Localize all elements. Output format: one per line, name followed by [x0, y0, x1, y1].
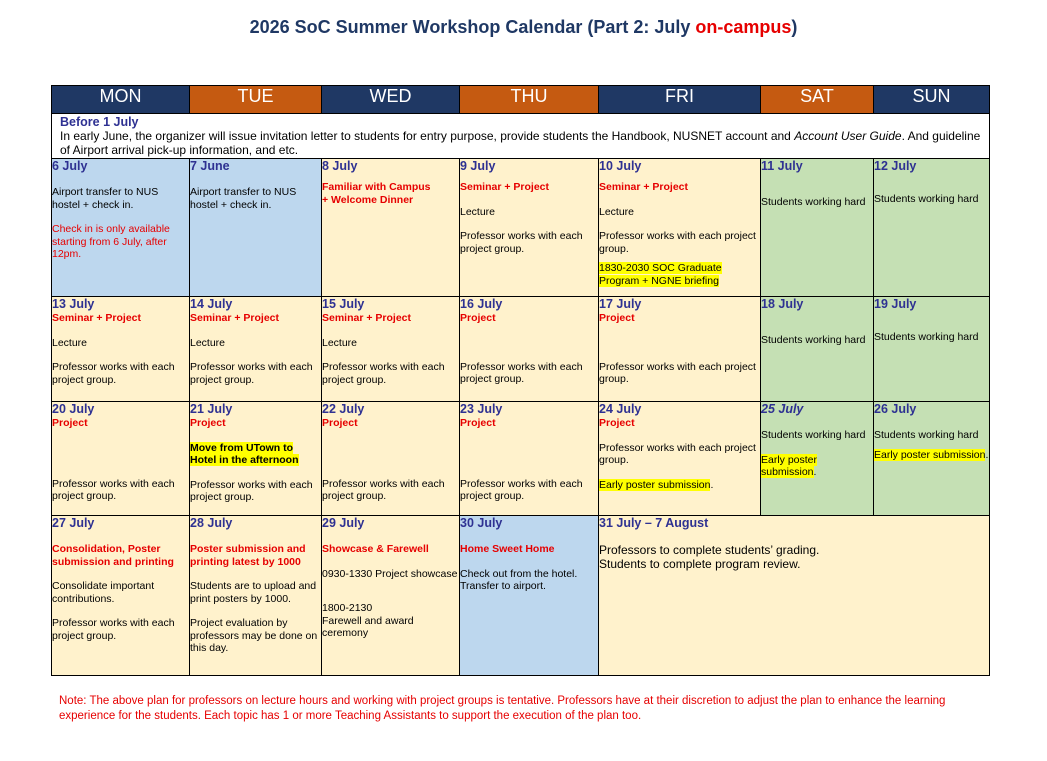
- highlight-text: [761, 454, 873, 479]
- cell-text: Professor works with each project group.: [460, 360, 583, 385]
- highlight-span: Early poster submission: [761, 453, 818, 478]
- event-title: Seminar + Project: [190, 312, 279, 324]
- cell-text: Professor works with each project group.: [599, 230, 756, 255]
- event-title: Project: [599, 312, 635, 324]
- cell-text: Professor works with each project group.: [52, 477, 175, 502]
- cell-7-june: [190, 159, 322, 297]
- cell-text: Professor works with each project group.: [599, 360, 756, 385]
- date-label: 13 July: [52, 297, 95, 311]
- highlight-after: .: [710, 478, 714, 491]
- date-label: 17 July: [599, 297, 642, 311]
- date-label: 10 July: [599, 159, 642, 173]
- highlight-span: Early poster submission: [599, 478, 711, 491]
- cell-29-july: [322, 516, 460, 676]
- highlight-text: [599, 262, 760, 287]
- date-label: 16 July: [460, 297, 503, 311]
- before-text: [60, 129, 981, 157]
- highlight-text: [190, 442, 321, 467]
- cell-text: 0930-1330 Project showcase: [322, 567, 458, 580]
- cell-26-july: [874, 402, 990, 516]
- calendar-table: [51, 85, 990, 676]
- cell-8-july: [322, 159, 460, 297]
- week-row-2: [52, 297, 990, 402]
- cell-10-july: [599, 159, 761, 297]
- highlight-span: Early poster submission: [874, 448, 986, 461]
- cell-text: Students to complete program review.: [599, 557, 801, 571]
- cell-text: Professor works with each project group.: [52, 361, 175, 386]
- event-title: Project: [190, 417, 226, 429]
- event-title: Home Sweet Home: [460, 543, 555, 555]
- cell-6-july: [52, 159, 190, 297]
- cell-text: Professor works with each project group.: [322, 361, 445, 386]
- date-label: 23 July: [460, 402, 503, 416]
- cell-17-july: [599, 297, 761, 402]
- date-label: 31 July – 7 August: [599, 516, 709, 530]
- event-title: Showcase & Farewell: [322, 543, 429, 555]
- date-label: 9 July: [460, 159, 496, 173]
- cell-text: Professor works with each project group.: [52, 617, 175, 642]
- before-text-1: In early June, the organizer will issue invitation letter to students for entry purpose, provide students the Handbook, NUSNET account and: [60, 129, 795, 143]
- week-row-4: [52, 516, 990, 676]
- header-mon: MON: [52, 86, 190, 114]
- date-label: 15 July: [322, 297, 365, 311]
- week-row-3: [52, 402, 990, 516]
- cell-11-july: [761, 159, 874, 297]
- event-title: Poster submission and printing latest by 1000: [190, 543, 306, 568]
- cell-text: Students working hard: [761, 429, 866, 441]
- cell-text: Farewell and award ceremony: [322, 614, 414, 639]
- cell-24-july: [599, 402, 761, 516]
- date-label: 8 July: [322, 159, 358, 173]
- date-label: 25 July: [761, 402, 804, 416]
- event-title: Seminar + Project: [460, 181, 549, 193]
- cell-text: Professor works with each project group.: [599, 441, 756, 466]
- highlight-span: Move from UTown to Hotel in the afternoon: [190, 441, 299, 466]
- highlight-text: [874, 449, 989, 462]
- cell-25-july: [761, 402, 874, 516]
- cell-text: Check out from the hotel. Transfer to airport.: [460, 567, 578, 592]
- cell-14-july: [190, 297, 322, 402]
- date-label: 29 July: [322, 516, 365, 530]
- date-label: 18 July: [761, 297, 804, 311]
- page-title: [0, 17, 1047, 38]
- date-label: 21 July: [190, 402, 233, 416]
- cell-12-july: [874, 159, 990, 297]
- title-main: 2026 SoC Summer Workshop Calendar (Part 2: July: [249, 17, 696, 37]
- cell-note: Check in is only available starting from 6 July, after 12pm.: [52, 223, 170, 260]
- date-label: 26 July: [874, 402, 917, 416]
- cell-18-july: [761, 297, 874, 402]
- header-row: [52, 86, 990, 114]
- title-highlight: on-campus: [695, 17, 792, 37]
- cell-text: Lecture: [599, 205, 635, 218]
- event-title: Seminar + Project: [599, 181, 688, 193]
- event-title: Project: [460, 312, 496, 324]
- event-title: Seminar + Project: [52, 312, 141, 324]
- highlight-span: 1830-2030 SOC Graduate Program + NGNE briefing: [599, 262, 722, 287]
- event-title: Project: [460, 417, 496, 429]
- highlight-after: .: [813, 466, 817, 478]
- cell-text: Professor works with each project group.: [190, 478, 313, 503]
- header-fri: FRI: [599, 86, 761, 114]
- event-title: Project: [52, 417, 88, 429]
- cell-text: Students working hard: [761, 196, 866, 208]
- cell-22-july: [322, 402, 460, 516]
- cell-16-july: [460, 297, 599, 402]
- cell-9-july: [460, 159, 599, 297]
- cell-27-july: [52, 516, 190, 676]
- event-title: Project: [599, 417, 635, 429]
- cell-text: Professor works with each project group.: [460, 230, 583, 255]
- cell-text: Professor works with each project group.: [322, 477, 445, 502]
- title-end: ): [791, 17, 798, 37]
- cell-text: Professors to complete students’ grading.: [599, 543, 820, 557]
- header-sat: SAT: [761, 86, 874, 114]
- cell-text: Students working hard: [761, 334, 866, 346]
- cell-text: Lecture: [190, 336, 226, 349]
- date-label: 27 July: [52, 516, 95, 530]
- header-thu: THU: [460, 86, 599, 114]
- cell-text: Airport transfer to NUS hostel + check in.: [190, 186, 297, 211]
- cell-text: Airport transfer to NUS hostel + check in.: [52, 186, 159, 211]
- cell-text: Consolidate important contributions.: [52, 580, 155, 605]
- date-label: 20 July: [52, 402, 95, 416]
- event-title: Seminar + Project: [322, 312, 411, 324]
- cell-text: Students are to upload and print posters by 1000.: [190, 580, 317, 605]
- date-label: 30 July: [460, 516, 503, 530]
- date-label: 19 July: [874, 297, 917, 311]
- cell-text: 1800-2130: [322, 602, 373, 614]
- cell-30-july: [460, 516, 599, 676]
- before-row: [52, 114, 990, 159]
- date-label: 24 July: [599, 402, 642, 416]
- cell-text: Lecture: [460, 205, 496, 218]
- cell-28-july: [190, 516, 322, 676]
- week-row-1: [52, 159, 990, 297]
- cell-15-july: [322, 297, 460, 402]
- cell-text: Students working hard: [874, 331, 979, 343]
- before-cell: [52, 114, 990, 159]
- cell-text: Professor works with each project group.: [190, 361, 313, 386]
- cell-text: Lecture: [322, 336, 358, 349]
- date-label: 11 July: [761, 159, 803, 173]
- footnote: Note: The above plan for professors on lecture hours and working with project groups is tentative. Professors have at their discretion to adjust the plan to enhance the learning experience for the students. Each topic has 1 or more Teaching Assistants to support the execution of the plan too.: [59, 695, 946, 722]
- header-wed: WED: [322, 86, 460, 114]
- cell-text: Students working hard: [874, 193, 979, 205]
- event-title: Consolidation, Poster submission and printing: [52, 543, 174, 568]
- highlight-after: .: [985, 448, 989, 461]
- before-text-2: . And guideline of Airport arrival pick-up information, and etc.: [60, 129, 981, 157]
- header-sun: SUN: [874, 86, 990, 114]
- cell-text: Professor works with each project group.: [460, 477, 583, 502]
- cell-23-july: [460, 402, 599, 516]
- cell-13-july: [52, 297, 190, 402]
- date-label: 6 July: [52, 159, 88, 173]
- event-title: Project: [322, 417, 358, 429]
- date-label: 7 June: [190, 159, 230, 173]
- cell-text: Lecture: [52, 336, 88, 349]
- cell-31-july-7-august: [599, 516, 990, 676]
- cell-text: Students working hard: [874, 429, 979, 441]
- highlight-text: [599, 479, 760, 492]
- date-label: 12 July: [874, 159, 917, 173]
- date-label: 28 July: [190, 516, 233, 530]
- event-title: Familiar with Campus + Welcome Dinner: [322, 181, 431, 206]
- header-tue: TUE: [190, 86, 322, 114]
- before-heading: Before 1 July: [60, 115, 139, 129]
- date-label: 14 July: [190, 297, 233, 311]
- cell-21-july: [190, 402, 322, 516]
- cell-19-july: [874, 297, 990, 402]
- cell-text: Project evaluation by professors may be done on this day.: [190, 617, 318, 654]
- date-label: 22 July: [322, 402, 365, 416]
- cell-20-july: [52, 402, 190, 516]
- before-text-italic: Account User Guide: [794, 129, 902, 143]
